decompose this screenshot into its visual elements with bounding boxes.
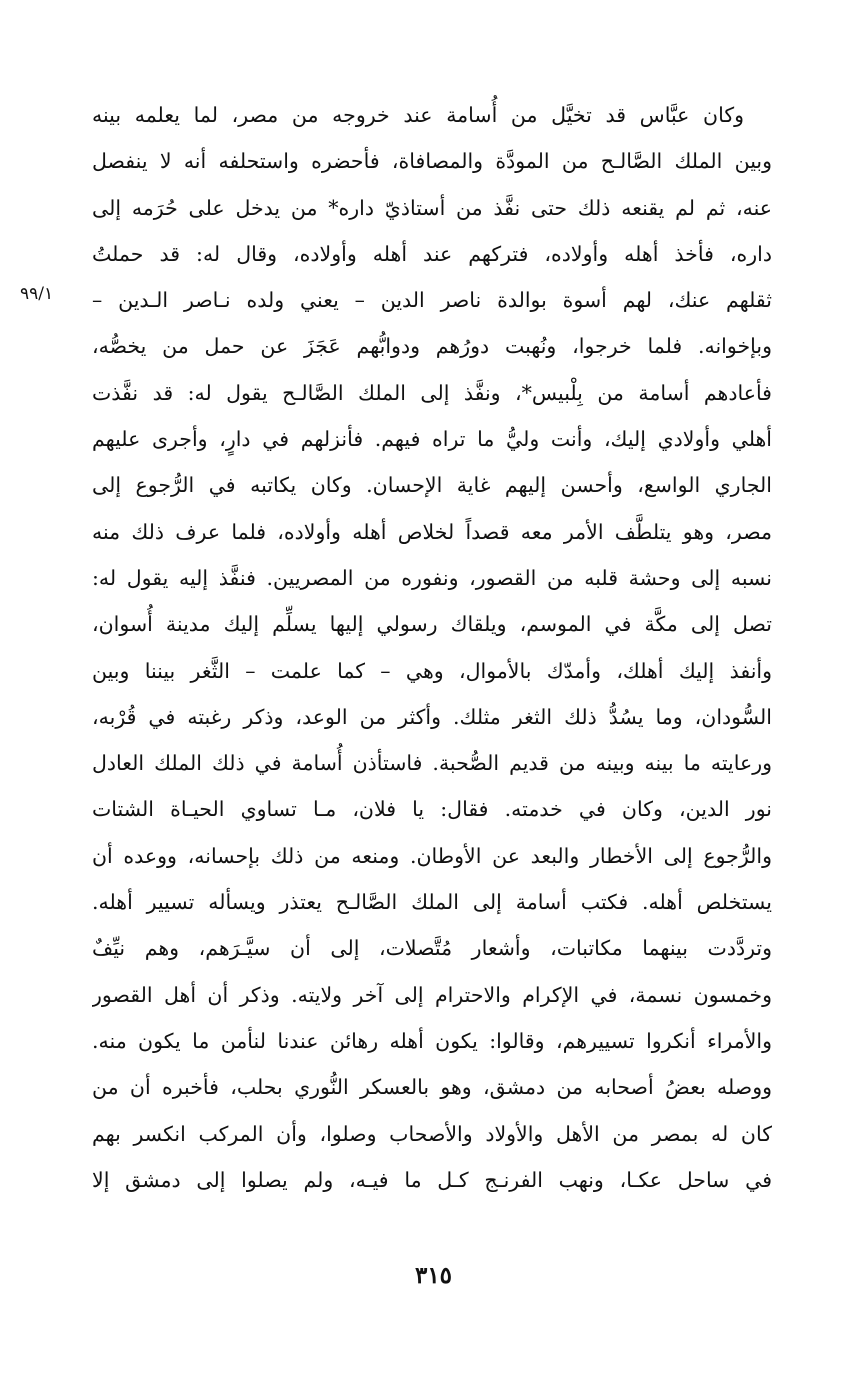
text-line: أهلي وأولادي إليك، وأنت وليُّ ما تراه فيهم. فأنزلهم في دارٍ، وأجرى عليهم (92, 427, 772, 452)
text-line: وكان عبَّاس قد تخيَّل من أُسامة عند خروجه من مصر، لما يعلمه بينه (92, 103, 744, 127)
text-line: وتردَّدت بينهما مكاتبات، وأشعار مُتَّصلات، إلى أن سيَّـرَهم، وهم نيِّفٌ (92, 936, 772, 961)
text-line: في ساحل عكـا، ونهب الفرنـج كـل ما فيـه، ولم يصلوا إلى دمشق إلا (92, 1167, 772, 1192)
text-line: نسبه إلى وحشة قلبه من القصور، ونفوره من المصريين. فنفَّذ إليه يقول له: (92, 565, 772, 590)
text-line: ثقلهم عنك، لهم أسوة بوالدة ناصر الدين – يعني ولده نـاصر الـدين – (92, 288, 772, 313)
text-line: وبين الملك الصَّالـح من المودَّة والمصافاة، فأحضره واستحلفه أنه لا ينفصل (92, 149, 772, 174)
text-line: نور الدين، وكان في خدمته. فقال: يا فلان، مـا تساوي الحيـاة الشتات (92, 797, 772, 822)
text-line: داره، فأخذ أهله وأولاده، فتركهم عند أهله وأولاده، وقال له: قد حملتُ (92, 241, 772, 266)
text-line: كان له بمصر من الأهل والأولاد والأصحاب وصلوا، وأن المركب انكسر بهم (92, 1121, 772, 1146)
body-text (92, 92, 772, 1203)
text-line: ورعايته ما بينه وبينه من قديم الصُّحبة. فاستأذن أُسامة في ذلك الملك العادل (92, 751, 772, 776)
margin-note: ٩٩/١ (20, 284, 54, 304)
text-line: والأمراء أنكروا تسييرهم، وقالوا: يكون أهله رهائن عندنا لنأمن ما يكون منه. (92, 1028, 772, 1053)
text-line: الجاري الواسع، وأحسن إليهم غاية الإحسان. وكان يكاتبه في الرُّجوع إلى (92, 473, 772, 498)
text-line: يستخلص أهله. فكتب أسامة إلى الملك الصَّالـح يعتذر ويسأله تسيير أهله. (92, 890, 772, 915)
text-line: فأعادهم أسامة من بِلْبيس*، ونفَّذ إلى الملك الصَّالـح يقول له: قد نفَّذت (92, 380, 772, 405)
page-number: ٣١٥ (414, 1262, 453, 1289)
text-line: وخمسون نسمة، في الإكرام والاحترام إلى آخر ولايته. وذكر أن أهل القصور (92, 982, 772, 1007)
text-line: والرُّجوع إلى الأخطار والبعد عن الأوطان. ومنعه من ذلك بإحسانه، ووعده أن (92, 843, 772, 868)
text-line: تصل إلى مكَّة في الموسم، ويلقاك رسولي إليها يسلِّم إليك مدينة أُسوان، (92, 612, 772, 637)
text-line: عنه، ثم لم يقنعه ذلك حتى نفَّذ من أستاذيّ داره* من يدخل على حُرَمه إلى (92, 195, 772, 220)
text-line: وأنفذ إليك أهلك، وأمدّك بالأموال، وهي – كما علمت – الثَّغر بيننا وبين (92, 658, 772, 683)
text-line: السُّودان، وما يسُدُّ ذلك الثغر مثلك. وأكثر من الوعد، وذكر رغبته في قُرْبه، (92, 704, 772, 729)
text-line: مصر، وهو يتلطَّف الأمر معه قصداً لخلاص أهله وأولاده، فلما عرف ذلك منه (92, 519, 772, 544)
text-line: ووصله بعضُ أصحابه من دمشق، وهو بالعسكر النُّوري بحلب، فأخبره أن من (92, 1075, 772, 1100)
text-line: وبإخوانه. فلما خرجوا، ونُهبت دورُهم ودوابُّهم عَجَزَ عن حمل من يخصُّه، (92, 334, 772, 359)
